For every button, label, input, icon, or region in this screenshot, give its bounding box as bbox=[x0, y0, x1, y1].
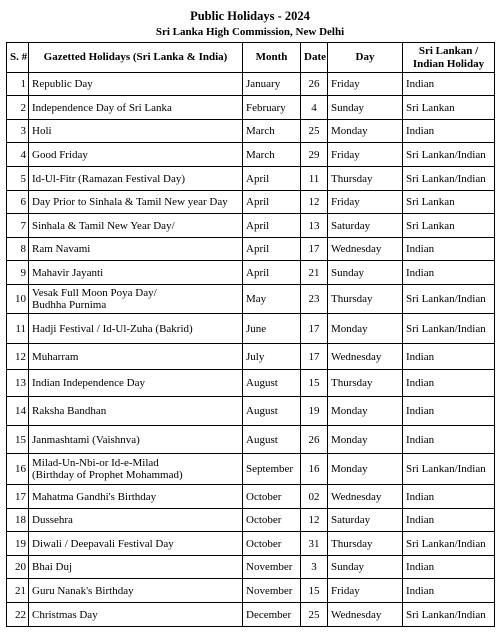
cell-type: Indian bbox=[403, 556, 495, 579]
table-row bbox=[7, 485, 495, 509]
cell-sno: 1 bbox=[7, 73, 29, 96]
table-row bbox=[7, 426, 495, 454]
cell-date: 13 bbox=[301, 214, 328, 238]
cell-month: March bbox=[243, 143, 301, 167]
cell-holiday: Day Prior to Sinhala & Tamil New year Day bbox=[29, 191, 243, 214]
cell-sno: 8 bbox=[7, 238, 29, 261]
table-row bbox=[7, 191, 495, 214]
cell-holiday-line2: Budhha Purnima bbox=[32, 299, 107, 311]
cell-holiday-line2: (Birthday of Prophet Mohammad) bbox=[32, 469, 183, 481]
cell-type: Indian bbox=[403, 397, 495, 426]
header-type-line2: Indian Holiday bbox=[412, 57, 485, 70]
table-row bbox=[7, 314, 495, 344]
table-row bbox=[7, 344, 495, 370]
cell-type: Sri Lankan/Indian bbox=[403, 454, 495, 485]
cell-day: Saturday bbox=[328, 214, 403, 238]
header-type bbox=[403, 43, 495, 73]
table-row bbox=[7, 370, 495, 397]
cell-holiday: Ram Navami bbox=[29, 238, 243, 261]
table-row bbox=[7, 73, 495, 96]
cell-date: 26 bbox=[301, 73, 328, 96]
cell-date: 17 bbox=[301, 314, 328, 344]
cell-month: April bbox=[243, 238, 301, 261]
cell-month: October bbox=[243, 532, 301, 556]
cell-date: 17 bbox=[301, 344, 328, 370]
cell-day: Monday bbox=[328, 314, 403, 344]
cell-holiday: Janmashtami (Vaishnva) bbox=[29, 426, 243, 454]
cell-holiday: Hadji Festival / Id-Ul-Zuha (Bakrid) bbox=[29, 314, 243, 344]
cell-date: 23 bbox=[301, 285, 328, 314]
header-month: Month bbox=[243, 43, 301, 73]
table-row bbox=[7, 285, 495, 314]
cell-day: Saturday bbox=[328, 509, 403, 532]
cell-sno: 13 bbox=[7, 370, 29, 397]
cell-sno: 14 bbox=[7, 397, 29, 426]
cell-type: Indian bbox=[403, 485, 495, 509]
cell-month: April bbox=[243, 167, 301, 191]
cell-month: October bbox=[243, 509, 301, 532]
cell-sno: 17 bbox=[7, 485, 29, 509]
cell-type: Indian bbox=[403, 73, 495, 96]
table-row bbox=[7, 143, 495, 167]
cell-type: Indian bbox=[403, 509, 495, 532]
cell-holiday-line1: Milad-Un-Nbi-or Id-e-Milad bbox=[32, 457, 159, 469]
cell-holiday: Mahavir Jayanti bbox=[29, 261, 243, 285]
cell-month: April bbox=[243, 214, 301, 238]
cell-holiday bbox=[29, 454, 243, 485]
cell-type: Indian bbox=[403, 579, 495, 603]
cell-day: Monday bbox=[328, 454, 403, 485]
cell-holiday: Republic Day bbox=[29, 73, 243, 96]
table-row bbox=[7, 96, 495, 120]
table-row bbox=[7, 167, 495, 191]
table-row bbox=[7, 454, 495, 485]
cell-sno: 4 bbox=[7, 143, 29, 167]
cell-sno: 2 bbox=[7, 96, 29, 120]
table-header-row bbox=[7, 43, 495, 73]
cell-holiday: Good Friday bbox=[29, 143, 243, 167]
cell-date: 26 bbox=[301, 426, 328, 454]
cell-date: 25 bbox=[301, 120, 328, 143]
cell-day: Thursday bbox=[328, 532, 403, 556]
cell-month: May bbox=[243, 285, 301, 314]
table-row bbox=[7, 579, 495, 603]
cell-sno: 6 bbox=[7, 191, 29, 214]
cell-day: Friday bbox=[328, 191, 403, 214]
cell-day: Thursday bbox=[328, 167, 403, 191]
cell-day: Friday bbox=[328, 73, 403, 96]
cell-sno: 7 bbox=[7, 214, 29, 238]
cell-day: Wednesday bbox=[328, 603, 403, 627]
cell-holiday: Diwali / Deepavali Festival Day bbox=[29, 532, 243, 556]
cell-date: 4 bbox=[301, 96, 328, 120]
cell-day: Thursday bbox=[328, 370, 403, 397]
cell-month: July bbox=[243, 344, 301, 370]
cell-month: March bbox=[243, 120, 301, 143]
table-row bbox=[7, 532, 495, 556]
cell-sno: 19 bbox=[7, 532, 29, 556]
cell-day: Thursday bbox=[328, 285, 403, 314]
table-row bbox=[7, 556, 495, 579]
table-row bbox=[7, 214, 495, 238]
cell-type: Sri Lankan bbox=[403, 191, 495, 214]
cell-holiday: Sinhala & Tamil New Year Day/ bbox=[29, 214, 243, 238]
page-title: Public Holidays - 2024 bbox=[190, 9, 310, 23]
holidays-table bbox=[6, 42, 495, 627]
cell-sno: 15 bbox=[7, 426, 29, 454]
cell-date: 15 bbox=[301, 579, 328, 603]
cell-holiday-line1: Vesak Full Moon Poya Day/ bbox=[32, 287, 157, 299]
cell-date: 19 bbox=[301, 397, 328, 426]
cell-type: Sri Lankan/Indian bbox=[403, 143, 495, 167]
cell-sno: 3 bbox=[7, 120, 29, 143]
cell-day: Wednesday bbox=[328, 344, 403, 370]
header-holiday: Gazetted Holidays (Sri Lanka & India) bbox=[29, 43, 243, 73]
header-type-line1: Sri Lankan / bbox=[418, 44, 479, 57]
cell-type: Sri Lankan/Indian bbox=[403, 314, 495, 344]
cell-type: Indian bbox=[403, 426, 495, 454]
cell-holiday: Holi bbox=[29, 120, 243, 143]
cell-date: 31 bbox=[301, 532, 328, 556]
cell-day: Friday bbox=[328, 143, 403, 167]
cell-sno: 16 bbox=[7, 454, 29, 485]
cell-holiday bbox=[29, 285, 243, 314]
table-row bbox=[7, 603, 495, 627]
cell-holiday: Indian Independence Day bbox=[29, 370, 243, 397]
cell-date: 12 bbox=[301, 191, 328, 214]
cell-sno: 20 bbox=[7, 556, 29, 579]
cell-holiday: Independence Day of Sri Lanka bbox=[29, 96, 243, 120]
cell-month: June bbox=[243, 314, 301, 344]
cell-type: Sri Lankan/Indian bbox=[403, 532, 495, 556]
cell-date: 29 bbox=[301, 143, 328, 167]
header-day: Day bbox=[328, 43, 403, 73]
cell-date: 11 bbox=[301, 167, 328, 191]
cell-day: Sunday bbox=[328, 556, 403, 579]
cell-holiday: Christmas Day bbox=[29, 603, 243, 627]
cell-month: January bbox=[243, 73, 301, 96]
cell-type: Indian bbox=[403, 120, 495, 143]
cell-day: Monday bbox=[328, 120, 403, 143]
cell-date: 3 bbox=[301, 556, 328, 579]
cell-date: 15 bbox=[301, 370, 328, 397]
cell-day: Sunday bbox=[328, 261, 403, 285]
cell-date: 17 bbox=[301, 238, 328, 261]
cell-sno: 18 bbox=[7, 509, 29, 532]
cell-month: August bbox=[243, 426, 301, 454]
cell-month: December bbox=[243, 603, 301, 627]
cell-date: 02 bbox=[301, 485, 328, 509]
cell-day: Monday bbox=[328, 397, 403, 426]
header-sno: S. # bbox=[7, 43, 29, 73]
cell-month: August bbox=[243, 370, 301, 397]
cell-sno: 11 bbox=[7, 314, 29, 344]
cell-type: Sri Lankan/Indian bbox=[403, 603, 495, 627]
cell-month: September bbox=[243, 454, 301, 485]
cell-date: 21 bbox=[301, 261, 328, 285]
table-row bbox=[7, 120, 495, 143]
cell-type: Sri Lankan bbox=[403, 96, 495, 120]
table-row bbox=[7, 397, 495, 426]
cell-type: Indian bbox=[403, 238, 495, 261]
cell-month: April bbox=[243, 191, 301, 214]
cell-day: Wednesday bbox=[328, 238, 403, 261]
cell-day: Friday bbox=[328, 579, 403, 603]
cell-holiday: Mahatma Gandhi's Birthday bbox=[29, 485, 243, 509]
cell-type: Sri Lankan/Indian bbox=[403, 285, 495, 314]
cell-month: November bbox=[243, 556, 301, 579]
cell-type: Indian bbox=[403, 370, 495, 397]
cell-day: Monday bbox=[328, 426, 403, 454]
cell-holiday: Id-Ul-Fitr (Ramazan Festival Day) bbox=[29, 167, 243, 191]
header-date: Date bbox=[301, 43, 328, 73]
cell-sno: 5 bbox=[7, 167, 29, 191]
cell-month: August bbox=[243, 397, 301, 426]
cell-day: Sunday bbox=[328, 96, 403, 120]
cell-date: 12 bbox=[301, 509, 328, 532]
cell-date: 16 bbox=[301, 454, 328, 485]
table-row bbox=[7, 261, 495, 285]
table-row bbox=[7, 238, 495, 261]
cell-holiday: Guru Nanak's Birthday bbox=[29, 579, 243, 603]
page-subtitle: Sri Lanka High Commission, New Delhi bbox=[155, 26, 345, 38]
cell-holiday: Raksha Bandhan bbox=[29, 397, 243, 426]
cell-month: November bbox=[243, 579, 301, 603]
cell-sno: 9 bbox=[7, 261, 29, 285]
cell-month: October bbox=[243, 485, 301, 509]
cell-type: Indian bbox=[403, 261, 495, 285]
cell-type: Sri Lankan/Indian bbox=[403, 167, 495, 191]
cell-month: April bbox=[243, 261, 301, 285]
cell-month: February bbox=[243, 96, 301, 120]
cell-type: Indian bbox=[403, 344, 495, 370]
cell-sno: 21 bbox=[7, 579, 29, 603]
cell-type: Sri Lankan bbox=[403, 214, 495, 238]
cell-sno: 22 bbox=[7, 603, 29, 627]
cell-sno: 12 bbox=[7, 344, 29, 370]
cell-holiday: Bhai Duj bbox=[29, 556, 243, 579]
cell-date: 25 bbox=[301, 603, 328, 627]
cell-sno: 10 bbox=[7, 285, 29, 314]
table-row bbox=[7, 509, 495, 532]
cell-holiday: Dussehra bbox=[29, 509, 243, 532]
cell-holiday: Muharram bbox=[29, 344, 243, 370]
cell-day: Wednesday bbox=[328, 485, 403, 509]
